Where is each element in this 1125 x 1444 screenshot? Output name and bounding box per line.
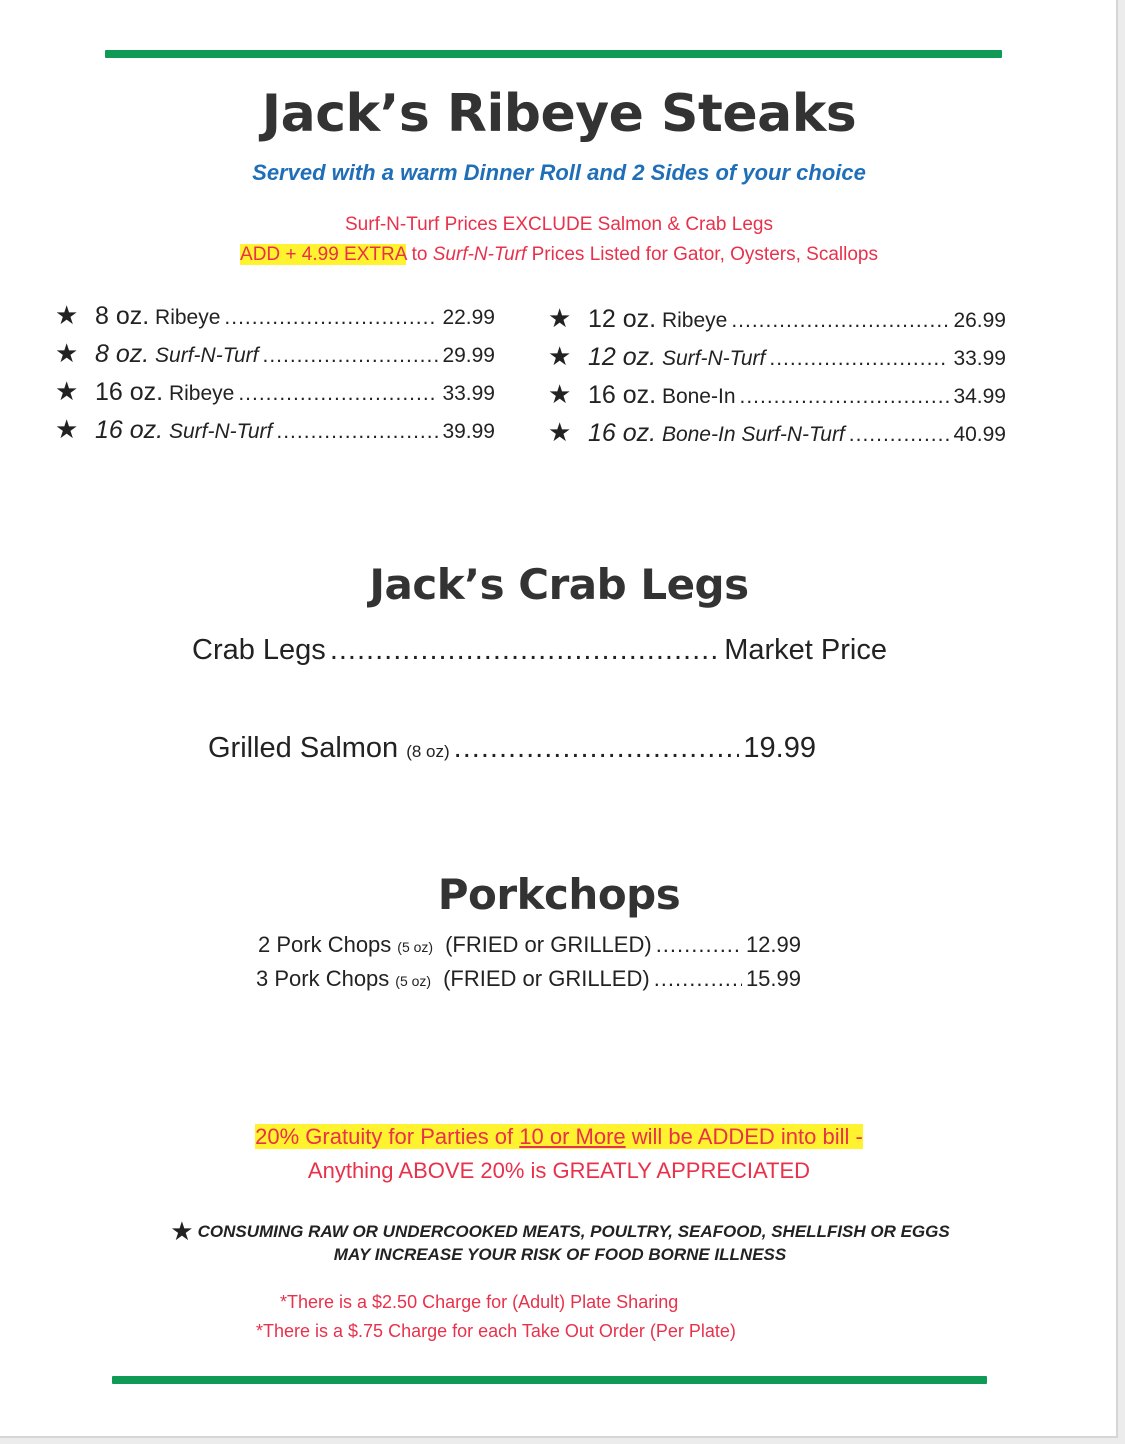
item-price: Market Price xyxy=(724,634,887,666)
dot-leader xyxy=(849,423,950,447)
item-size: (5 oz) xyxy=(397,939,434,955)
take-out-charge: *There is a $.75 Charge for each Take Out Order (Per Plate) xyxy=(256,1321,736,1341)
menu-item xyxy=(548,417,1006,455)
item-price: 15.99 xyxy=(745,966,801,991)
item-size: (8 oz) xyxy=(406,742,450,761)
item-name: 16 oz. Bone-In Surf-N-Turf xyxy=(588,419,845,447)
dot-leader xyxy=(454,732,740,765)
star-icon: ★ xyxy=(548,379,572,409)
item-price: 26.99 xyxy=(953,309,1006,332)
item-name: 12 oz. Ribeye xyxy=(588,305,728,333)
dot-leader xyxy=(740,385,950,409)
item-price: 22.99 xyxy=(442,306,495,329)
item-price: 34.99 xyxy=(953,385,1006,408)
dot-leader xyxy=(276,420,438,444)
menu-item xyxy=(55,338,495,376)
bottom-divider xyxy=(112,1376,987,1384)
crab-legs-title: Jack’s Crab Legs xyxy=(369,560,749,609)
crab-legs-item xyxy=(192,634,887,667)
item-name: 2 Pork Chops xyxy=(258,932,392,957)
porkchop-item xyxy=(256,966,801,992)
item-price: 39.99 xyxy=(442,420,495,443)
item-name: 8 oz. Surf-N-Turf xyxy=(95,340,259,368)
dot-leader xyxy=(262,344,438,368)
warning-line-1: CONSUMING RAW OR UNDERCOOKED MEATS, POULTRY, SEAFOOD, SHELLFISH OR EGGS xyxy=(197,1222,950,1241)
item-name: 8 oz. Ribeye xyxy=(95,302,221,330)
add-note-italic: Surf-N-Turf xyxy=(432,244,527,265)
menu-item xyxy=(548,379,1006,417)
menu-item xyxy=(548,341,1006,379)
star-icon: ★ xyxy=(548,303,572,333)
star-icon: ★ xyxy=(55,376,79,406)
item-name: 16 oz. Bone-In xyxy=(588,381,736,409)
gratuity-note xyxy=(0,1124,1118,1150)
menu-item xyxy=(55,300,495,338)
item-price: 12.99 xyxy=(745,932,801,957)
dot-leader xyxy=(731,309,949,333)
item-name: 12 oz. Surf-N-Turf xyxy=(588,343,766,371)
star-icon: ★ xyxy=(55,414,79,444)
plate-sharing-charge: *There is a $2.50 Charge for (Adult) Plate Sharing xyxy=(280,1292,679,1312)
star-icon: ★ xyxy=(55,338,79,368)
item-style: (FRIED or GRILLED) xyxy=(445,932,652,957)
add-note-rest: Prices Listed for Gator, Oysters, Scallops xyxy=(526,244,878,265)
gratuity-highlight: 20% Gratuity for Parties of 10 or More will be ADDED into bill - xyxy=(255,1124,863,1149)
item-price: 33.99 xyxy=(953,347,1006,370)
gratuity-appreciation: Anything ABOVE 20% is GREATLY APPRECIATED xyxy=(307,1158,811,1183)
star-icon: ★ xyxy=(170,1216,194,1246)
menu-item xyxy=(55,414,495,452)
item-price: 19.99 xyxy=(743,732,816,764)
dot-leader xyxy=(224,306,438,330)
item-name: Grilled Salmon xyxy=(208,732,399,764)
item-price: 29.99 xyxy=(442,344,495,367)
dot-leader xyxy=(769,347,949,371)
menu-item xyxy=(548,303,1006,341)
surf-n-turf-exclude-note: Surf-N-Turf Prices EXCLUDE Salmon & Crab Legs xyxy=(345,214,773,235)
item-price: 40.99 xyxy=(953,423,1006,446)
dot-leader xyxy=(330,634,720,667)
food-safety-warning xyxy=(130,1216,990,1266)
steaks-subtitle: Served with a warm Dinner Roll and 2 Sides of your choice xyxy=(252,160,866,185)
steaks-title: Jack’s Ribeye Steaks xyxy=(261,84,857,144)
dot-leader xyxy=(656,932,742,958)
star-icon: ★ xyxy=(548,417,572,447)
item-price: 33.99 xyxy=(442,382,495,405)
item-name: Crab Legs xyxy=(192,634,326,666)
add-extra-highlight: ADD + 4.99 EXTRA xyxy=(240,244,407,265)
porkchops-title: Porkchops xyxy=(437,870,681,919)
star-icon: ★ xyxy=(55,300,79,330)
item-name: 3 Pork Chops xyxy=(256,966,390,991)
grilled-salmon-item xyxy=(208,732,816,765)
menu-item xyxy=(55,376,495,414)
steaks-right-column xyxy=(548,303,1006,455)
surf-n-turf-add-note xyxy=(0,244,1118,266)
dot-leader xyxy=(238,382,438,406)
warning-line-2: MAY INCREASE YOUR RISK OF FOOD BORNE ILLNESS xyxy=(333,1245,787,1264)
steaks-left-column xyxy=(55,300,495,452)
item-size: (5 oz) xyxy=(395,973,432,989)
item-name: 16 oz. Surf-N-Turf xyxy=(95,416,273,444)
top-divider xyxy=(105,50,1002,58)
add-note-to: to xyxy=(406,244,433,265)
item-name: 16 oz. Ribeye xyxy=(95,378,235,406)
dot-leader xyxy=(654,966,742,992)
star-icon: ★ xyxy=(548,341,572,371)
item-style: (FRIED or GRILLED) xyxy=(443,966,650,991)
porkchop-item xyxy=(258,932,801,958)
